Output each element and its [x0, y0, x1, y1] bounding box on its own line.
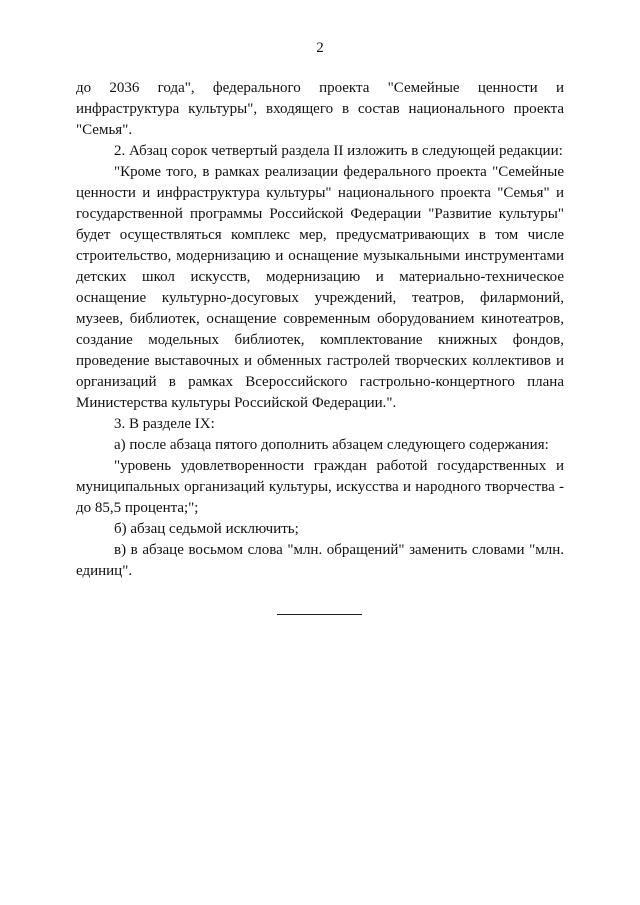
page-number: 2 [316, 40, 324, 56]
paragraph-item-2: 2. Абзац сорок четвертый раздела II изложить в следующей редакции: [114, 143, 563, 159]
paragraph-subitem-a: а) после абзаца пятого дополнить абзацем следующего содержания: [114, 437, 549, 453]
paragraph-subitem-v: в) в абзаце восьмом слова "млн. обращений" заменить словами "млн. единиц". [76, 542, 564, 579]
end-separator-line [277, 614, 362, 615]
document-body [76, 78, 564, 582]
paragraph-quoted-indicator: "уровень удовлетворенности граждан работой государственных и муниципальных организаций культуры, искусства и народного творчества - до 85,5 процента;"; [76, 458, 564, 516]
paragraph-quoted-text: "Кроме того, в рамках реализации федерального проекта "Семейные ценности и инфраструктура культуры" национального проекта "Семья" и государственной программы Российской Федерации "Развитие культуры" будет осуществляться комплекс мер, предусматривающих в том числе строительство, модернизацию и оснащение музыкальными инструментами детских школ искусств, модернизацию и материально-техническое оснащение культурно-досуговых учреждений, театров, филармоний, музеев, библиотек, оснащение современным оборудованием кинотеатров, создание модельных библиотек, комплектование книжных фондов, проведение выставочных и обменных гастролей творческих коллективов и организаций в рамках Всероссийского гастрольно-концертного плана Министерства культуры Российской Федерации.". [76, 164, 564, 411]
paragraph-continuation: до 2036 года", федерального проекта "Семейные ценности и инфраструктура культуры", входящего в состав национального проекта "Семья". [76, 80, 564, 138]
paragraph-subitem-b: б) абзац седьмой исключить; [114, 521, 299, 537]
paragraph-item-3: 3. В разделе IX: [114, 416, 215, 432]
